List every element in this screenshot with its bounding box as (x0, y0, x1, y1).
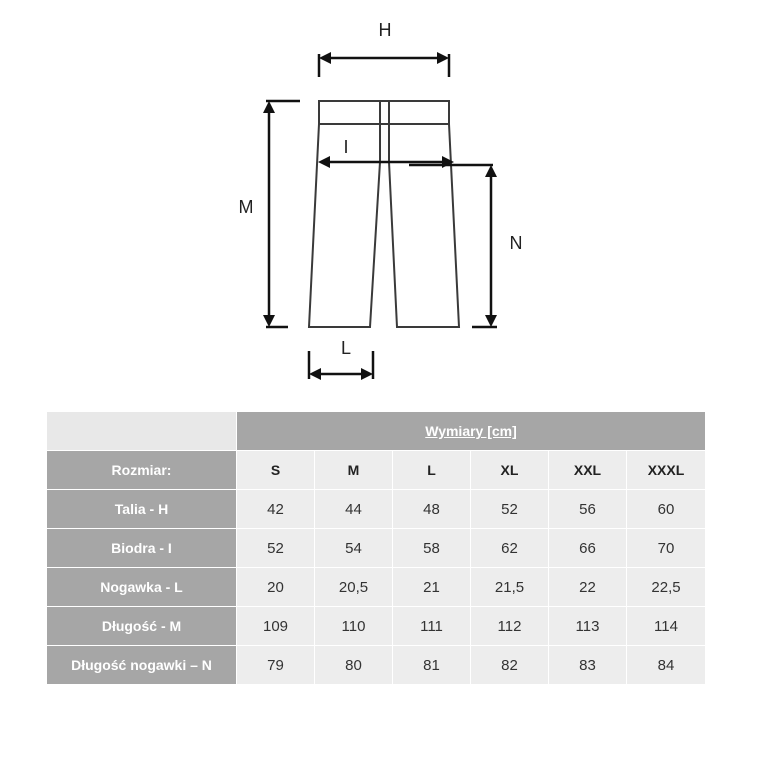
table-cell: 48 (393, 490, 471, 529)
table-cell: 66 (549, 529, 627, 568)
table-cell: 52 (471, 490, 549, 529)
table-corner-cell (47, 412, 237, 451)
table-cell: 112 (471, 607, 549, 646)
size-header: XL (471, 451, 549, 490)
table-cell: 21 (393, 568, 471, 607)
table-cell: 52 (237, 529, 315, 568)
table-cell: 42 (237, 490, 315, 529)
table-row (47, 529, 706, 568)
size-header: S (237, 451, 315, 490)
row-label: Biodra - I (47, 529, 237, 568)
row-label: Nogawka - L (47, 568, 237, 607)
table-cell: 22 (549, 568, 627, 607)
label-n: N (509, 233, 523, 253)
row-label: Talia - H (47, 490, 237, 529)
table-cell: 84 (627, 646, 706, 685)
table-cell: 83 (549, 646, 627, 685)
table-row (47, 646, 706, 685)
table-cell: 80 (315, 646, 393, 685)
table-cell: 21,5 (471, 568, 549, 607)
table-cell: 56 (549, 490, 627, 529)
table-size-header-row (47, 451, 706, 490)
label-l: L (340, 338, 352, 358)
label-m: M (238, 197, 254, 217)
size-header: XXL (549, 451, 627, 490)
table-cell: 44 (315, 490, 393, 529)
row-label: Długość nogawki – N (47, 646, 237, 685)
table-group-header-row (47, 412, 706, 451)
table-cell: 20 (237, 568, 315, 607)
size-header: XXXL (627, 451, 706, 490)
table-row (47, 568, 706, 607)
table-row (47, 490, 706, 529)
table-cell: 70 (627, 529, 706, 568)
table-cell: 62 (471, 529, 549, 568)
table-cell: 110 (315, 607, 393, 646)
label-i: I (343, 137, 349, 157)
table-cell: 113 (549, 607, 627, 646)
size-header: L (393, 451, 471, 490)
size-header: M (315, 451, 393, 490)
table-cell: 60 (627, 490, 706, 529)
table-cell: 54 (315, 529, 393, 568)
trousers-outline (309, 101, 459, 327)
table-cell: 58 (393, 529, 471, 568)
table-cell: 81 (393, 646, 471, 685)
table-cell: 20,5 (315, 568, 393, 607)
size-chart-table (46, 411, 706, 685)
row-label: Długość - M (47, 607, 237, 646)
table-cell: 114 (627, 607, 706, 646)
table-cell: 82 (471, 646, 549, 685)
table-row (47, 607, 706, 646)
table-cell: 109 (237, 607, 315, 646)
label-h: H (378, 20, 392, 40)
dimensions-header: Wymiary [cm] (237, 412, 706, 451)
table-cell: 79 (237, 646, 315, 685)
table-cell: 111 (393, 607, 471, 646)
table-cell: 22,5 (627, 568, 706, 607)
size-row-label: Rozmiar: (47, 451, 237, 490)
